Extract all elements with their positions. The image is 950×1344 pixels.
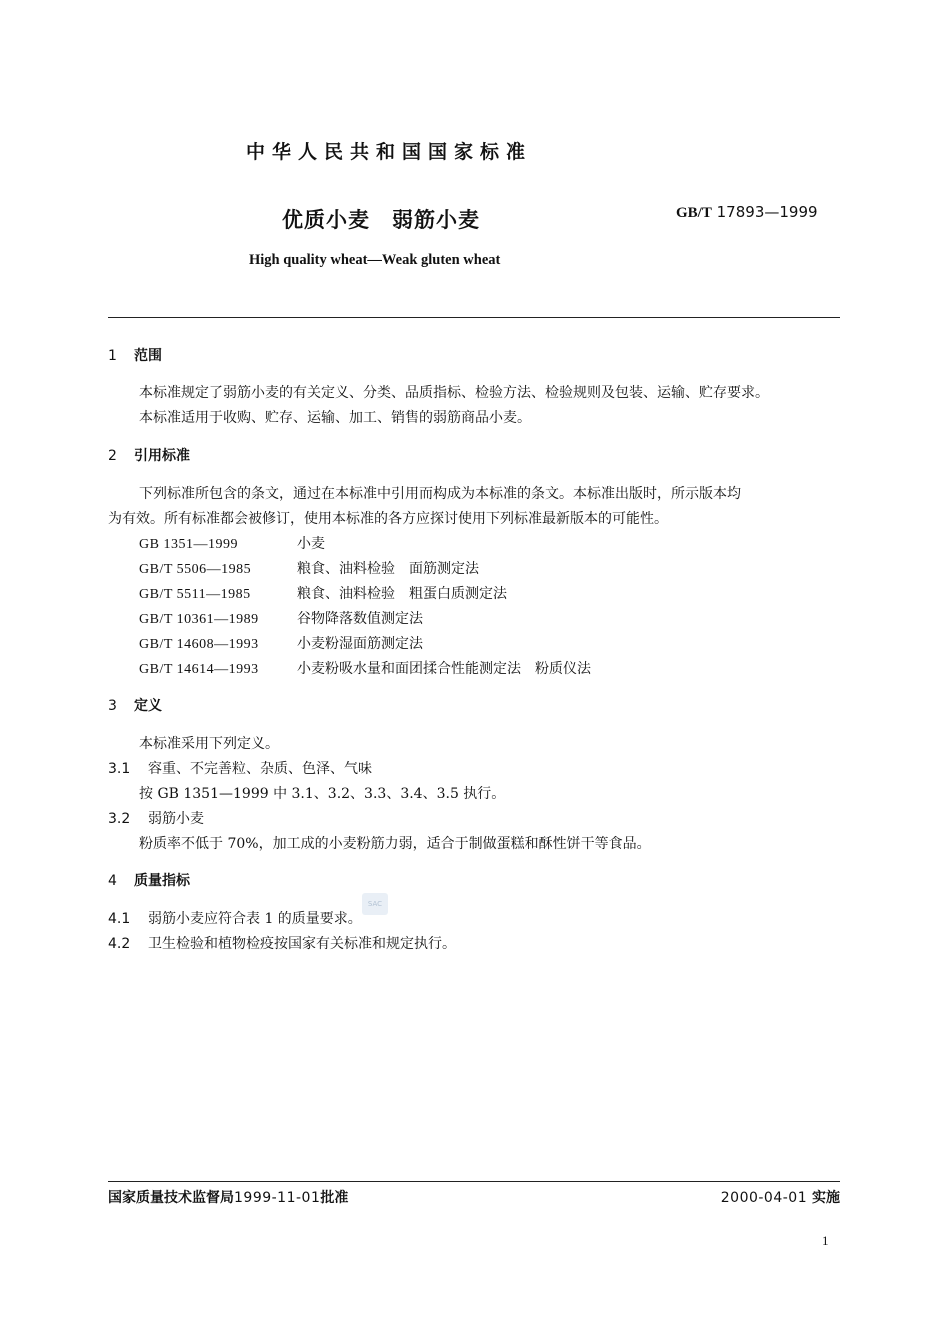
title-part-2: 弱筋小麦 xyxy=(392,208,480,232)
section-2-paragraph-line-1: 下列标准所包含的条文，通过在本标准中引用而构成为本标准的条文。本标准出版时，所示版本均 xyxy=(139,486,741,502)
sac-watermark-logo: SAC xyxy=(362,893,388,915)
reference-item: GB/T 5511—1985 粮食、油料检验 粗蛋白质测定法 xyxy=(139,586,507,602)
definition-3-1-text: 按 GB 1351—1999 中 3.1、3.2、3.3、3.4、3.5 执行。 xyxy=(139,786,506,802)
section-1-paragraph-2: 本标准适用于收购、贮存、运输、加工、销售的弱筋商品小麦。 xyxy=(139,410,531,426)
section-2-paragraph-line-2: 为有效。所有标准都会被修订，使用本标准的各方应探讨使用下列标准最新版本的可能性。 xyxy=(108,511,668,527)
quality-item-4-2: 4.2 卫生检验和植物检疫按国家有关标准和规定执行。 xyxy=(108,936,456,952)
reference-item: GB/T 14608—1993 小麦粉湿面筋测定法 xyxy=(139,636,423,652)
reference-item: GB/T 14614—1993 小麦粉吸水量和面团揉合性能测定法 粉质仪法 xyxy=(139,661,591,677)
title-part-1: 优质小麦 xyxy=(282,208,370,232)
section-4-heading: 4 质量指标 xyxy=(108,873,190,889)
document-title-en: High quality wheat—Weak gluten wheat xyxy=(249,252,501,268)
reference-item: GB/T 10361—1989 谷物降落数值测定法 xyxy=(139,611,423,627)
definition-3-2-heading: 3.2 弱筋小麦 xyxy=(108,811,204,827)
standard-code: 17893—1999 xyxy=(716,203,818,221)
section-1-heading: 1 范围 xyxy=(108,348,162,364)
national-standard-title: 中华人民共和国国家标准 xyxy=(246,141,533,163)
definition-3-2-text: 粉质率不低于 70%，加工成的小麦粉筋力弱，适合于制做蛋糕和酥性饼干等食品。 xyxy=(139,836,651,852)
quality-item-4-1: 4.1 弱筋小麦应符合表 1 的质量要求。 xyxy=(108,911,362,927)
implementation-info xyxy=(721,1187,840,1207)
section-3-heading: 3 定义 xyxy=(108,698,162,714)
section-1-paragraph-1: 本标准规定了弱筋小麦的有关定义、分类、品质指标、检验方法、检验规则及包装、运输、贮存要求。 xyxy=(139,385,769,401)
implementation-label: 实施 xyxy=(812,1190,840,1206)
footer-divider xyxy=(108,1181,840,1182)
document-title-zh xyxy=(282,204,480,234)
section-2-heading: 2 引用标准 xyxy=(108,448,190,464)
section-3-intro: 本标准采用下列定义。 xyxy=(139,736,279,752)
reference-item: GB 1351—1999 小麦 xyxy=(139,536,325,552)
implementation-date: 2000-04-01 xyxy=(720,1190,808,1206)
approving-org: 国家质量技术监督局 xyxy=(108,1190,234,1206)
approval-date: 1999-11-01 xyxy=(234,1190,321,1206)
approval-label: 批准 xyxy=(320,1190,349,1206)
reference-item: GB/T 5506—1985 粮食、油料检验 面筋测定法 xyxy=(139,561,479,577)
standard-prefix: GB/T xyxy=(676,205,712,221)
page-number: 1 xyxy=(822,1233,829,1248)
definition-3-1-heading: 3.1 容重、不完善粒、杂质、色泽、气味 xyxy=(108,761,372,777)
approval-info xyxy=(108,1187,348,1207)
header-divider xyxy=(108,317,840,318)
standard-number xyxy=(676,203,818,222)
